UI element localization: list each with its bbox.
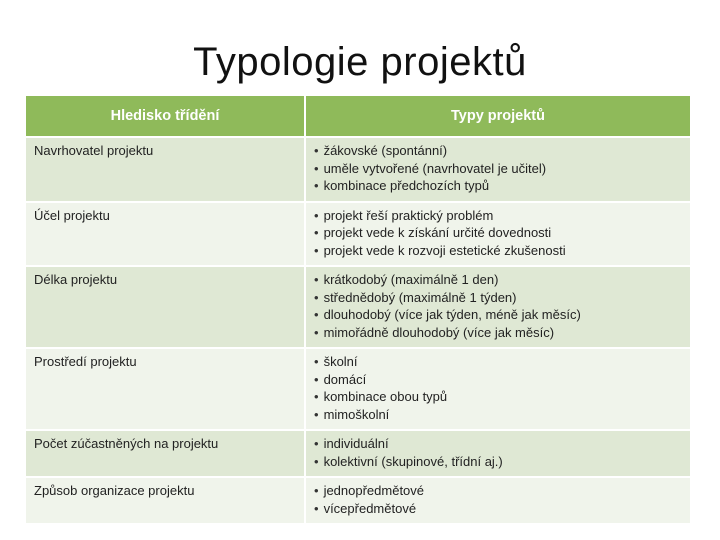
- criterion-cell: Účel projektu: [26, 202, 305, 267]
- type-item-label: projekt vede k rozvoji estetické zkušenosti: [323, 242, 566, 258]
- types-list: [314, 482, 684, 517]
- types-cell: [305, 348, 690, 430]
- type-item: [314, 482, 684, 500]
- type-item: [314, 142, 684, 160]
- type-item: [314, 207, 684, 225]
- type-item: [314, 289, 684, 307]
- type-item: [314, 371, 684, 389]
- types-cell: [305, 477, 690, 523]
- table-row: [26, 137, 690, 202]
- type-item-label: jednopředmětové: [323, 483, 425, 498]
- types-cell: [305, 137, 690, 202]
- table-row: [26, 266, 690, 348]
- type-item: [314, 453, 684, 471]
- type-item: [314, 435, 684, 453]
- typology-table: [26, 96, 690, 523]
- type-item: [314, 500, 684, 518]
- criterion-cell: Počet zúčastněných na projektu: [26, 430, 305, 477]
- types-list: [314, 435, 684, 470]
- criterion-cell: Prostředí projektu: [26, 348, 305, 430]
- types-list: [314, 207, 684, 260]
- types-cell: [305, 202, 690, 267]
- type-item: [314, 271, 684, 289]
- type-item: [314, 177, 684, 195]
- type-item-label: školní: [323, 354, 358, 369]
- type-item: [314, 353, 684, 371]
- type-item-label: dlouhodobý (více jak týden, méně jak měsíc): [323, 307, 581, 322]
- types-list: [314, 353, 684, 423]
- header-criterion: Hledisko třídění: [26, 96, 305, 137]
- type-item-label: žákovské (spontánní): [323, 143, 448, 158]
- type-item-label: kolektivní (skupinové, třídní aj.): [323, 453, 503, 469]
- criterion-cell: Navrhovatel projektu: [26, 137, 305, 202]
- type-item: [314, 224, 684, 242]
- type-item-label: projekt vede k získání určité dovednosti: [323, 225, 552, 240]
- table-body: [26, 137, 690, 523]
- table-row: [26, 348, 690, 430]
- type-item-label: střednědobý (maximálně 1 týden): [323, 289, 517, 305]
- type-item-label: individuální: [323, 436, 389, 451]
- criterion-cell: Způsob organizace projektu: [26, 477, 305, 523]
- table-row: [26, 477, 690, 523]
- type-item: [314, 160, 684, 178]
- header-types: Typy projektů: [305, 96, 690, 137]
- types-cell: [305, 430, 690, 477]
- table-row: [26, 430, 690, 477]
- slide-title: Typologie projektů: [193, 40, 527, 84]
- types-cell: [305, 266, 690, 348]
- type-item-label: mimořádně dlouhodobý (více jak měsíc): [323, 324, 555, 340]
- type-item-label: projekt řeší praktický problém: [323, 207, 494, 223]
- types-list: [314, 271, 684, 341]
- criterion-cell: Délka projektu: [26, 266, 305, 348]
- type-item-label: kombinace předchozích typů: [323, 178, 490, 193]
- type-item-label: krátkodobý (maximálně 1 den): [323, 272, 499, 287]
- type-item-label: uměle vytvořené (navrhovatel je učitel): [323, 160, 547, 176]
- type-item: [314, 242, 684, 260]
- table-header-row: [26, 96, 690, 137]
- type-item-label: mimoškolní: [323, 406, 390, 422]
- type-item: [314, 388, 684, 406]
- type-item-label: vícepředmětové: [323, 500, 417, 516]
- type-item: [314, 324, 684, 342]
- type-item-label: domácí: [323, 371, 367, 387]
- type-item: [314, 306, 684, 324]
- types-list: [314, 142, 684, 195]
- type-item: [314, 406, 684, 424]
- table-row: [26, 202, 690, 267]
- type-item-label: kombinace obou typů: [323, 389, 448, 404]
